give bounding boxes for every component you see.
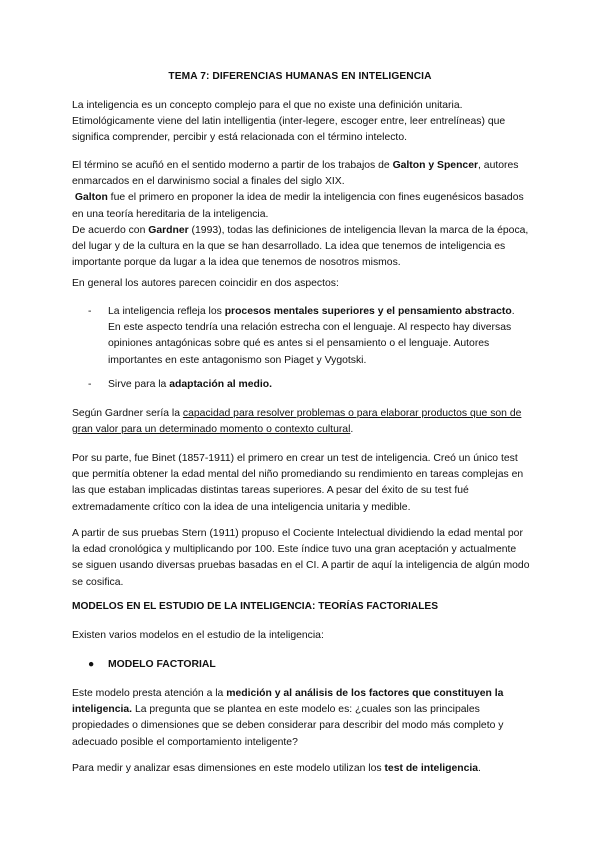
models-intro [72,628,530,644]
origin-authors: Galton y Spencer [392,160,479,171]
factorial-paragraph [72,686,530,751]
tests-text-a: Para medir y analizar esas dimensiones en este modelo utilizan los [72,763,385,774]
origin-text-f: De acuerdo con [72,224,149,236]
bullet-label: MODELO FACTORIAL [108,659,216,670]
dash-marker: - [88,306,92,317]
aspect1-text-c: . En este aspecto tendría una relación estrecha con el lenguaje. Al respecto hay diversas opiniones antagónicas sobre qué es antes si el pensamiento o el lenguaje. Autores importantes en este antagonismo son Piaget y Vygotski. [108,306,515,366]
origin-galton: Galton [74,192,108,204]
origin-line-3 [72,223,530,272]
tests-bold: test de inteligencia [384,763,479,774]
aspects-intro-text: En general los autores parecen coincidir en dos aspectos: [72,278,339,289]
models-intro-text: Existen varios modelos en el estudio de la inteligencia: [72,630,324,641]
origin-gardner: Gardner [148,224,189,236]
gardner-text-c: . [350,424,354,436]
tests-text-c: . [478,763,481,774]
factorial-bold: medición y al análisis de los factores que constituyen la inteligencia. [72,688,504,716]
bullet-marker: ● [88,659,95,670]
gardner-text [72,406,530,438]
origin-line-2 [72,190,530,222]
gardner-definition: capacidad para resolver problemas o para elaborar productos que son de gran valor para un determinado momento o contexto cultural [72,408,522,436]
stern-paragraph [72,526,530,591]
list-item-text [108,377,528,393]
gardner-text-a: Según Gardner sería la [72,408,183,419]
page-title: TEMA 7: DIFERENCIAS HUMANAS EN INTELIGENCIA [168,71,432,82]
origin-text-a: El término se acuñó en el sentido moderno a partir de los trabajos de [72,160,393,171]
binet-text: Por su parte, fue Binet (1857-1911) el primero en crear un test de inteligencia. Creó un único test que permitía obtener la edad mental del niño promediando su rendimiento en tareas complejas en las que estaban implicadas distintas tareas superiores. A pesar del éxito de su test fué extremadamente crítico con la idea de una inteligencia unitaria y medible. [72,453,524,513]
stern-text: A partir de sus pruebas Stern (1911) propuso el Cociente Intelectual dividiendo la edad mental por la edad cronológica y multiplicando por 100. Este índice tuvo una gran aceptación y actualmente se siguen usando diversas pruebas basadas en el CI. A partir de aquí la inteligencia de algún modo se cosifica. [72,528,530,588]
aspects-intro [72,276,530,292]
tests-paragraph [72,761,530,777]
origin-paragraph [72,158,530,271]
section-heading: MODELOS EN EL ESTUDIO DE LA INTELIGENCIA: TEORÍAS FACTORIALES [72,601,439,612]
aspect2-bold: adaptación al medio. [169,379,272,390]
factorial-text-a: Este modelo presta atención a la [72,688,227,699]
intro-text: La inteligencia es un concepto complejo para el que no existe una definición unitaria. Etimológicamente viene del latin intelligentia (inter-legere, escoger entre, leer entrelíneas) que significa comprender, percibir y está relacionada con el término intelecto. [72,100,506,144]
gardner-paragraph [72,406,530,438]
factorial-text-c: La pregunta que se plantea en este modelo es: ¿cuales son las principales propiedades o dimensiones que se deben considerar para describir del modo más completo y adecuado posible el comportamiento inteligente? [72,704,504,748]
aspect1-bold: procesos mentales superiores y el pensamiento abstracto [224,306,512,317]
intro-paragraph [72,98,530,147]
aspect2-text-a: Sirve para la [108,379,170,390]
origin-text-e: fue el primero en proponer la idea de medir la inteligencia con fines eugenésicos basados en una teoría hereditaria de la inteligencia. [72,192,524,220]
binet-paragraph [72,451,530,516]
origin-line-1 [72,158,530,190]
aspect1-text-a: La inteligencia refleja los [108,306,225,317]
factorial-text [72,686,530,751]
tests-text [72,761,530,777]
list-item-text [108,304,528,369]
origin-text-c: , autores enmarcados en el darwinismo social a finales del siglo XIX. [72,160,519,188]
dash-marker: - [88,379,92,390]
origin-text-h: (1993), todas las definiciones de inteligencia llevan la marca de la época, del lugar y de la cultura en la que se han desarrollado. La idea que tenemos de inteligencia es importante porque da lugar a la idea que tenemos de nosotros mismos. [72,224,529,269]
